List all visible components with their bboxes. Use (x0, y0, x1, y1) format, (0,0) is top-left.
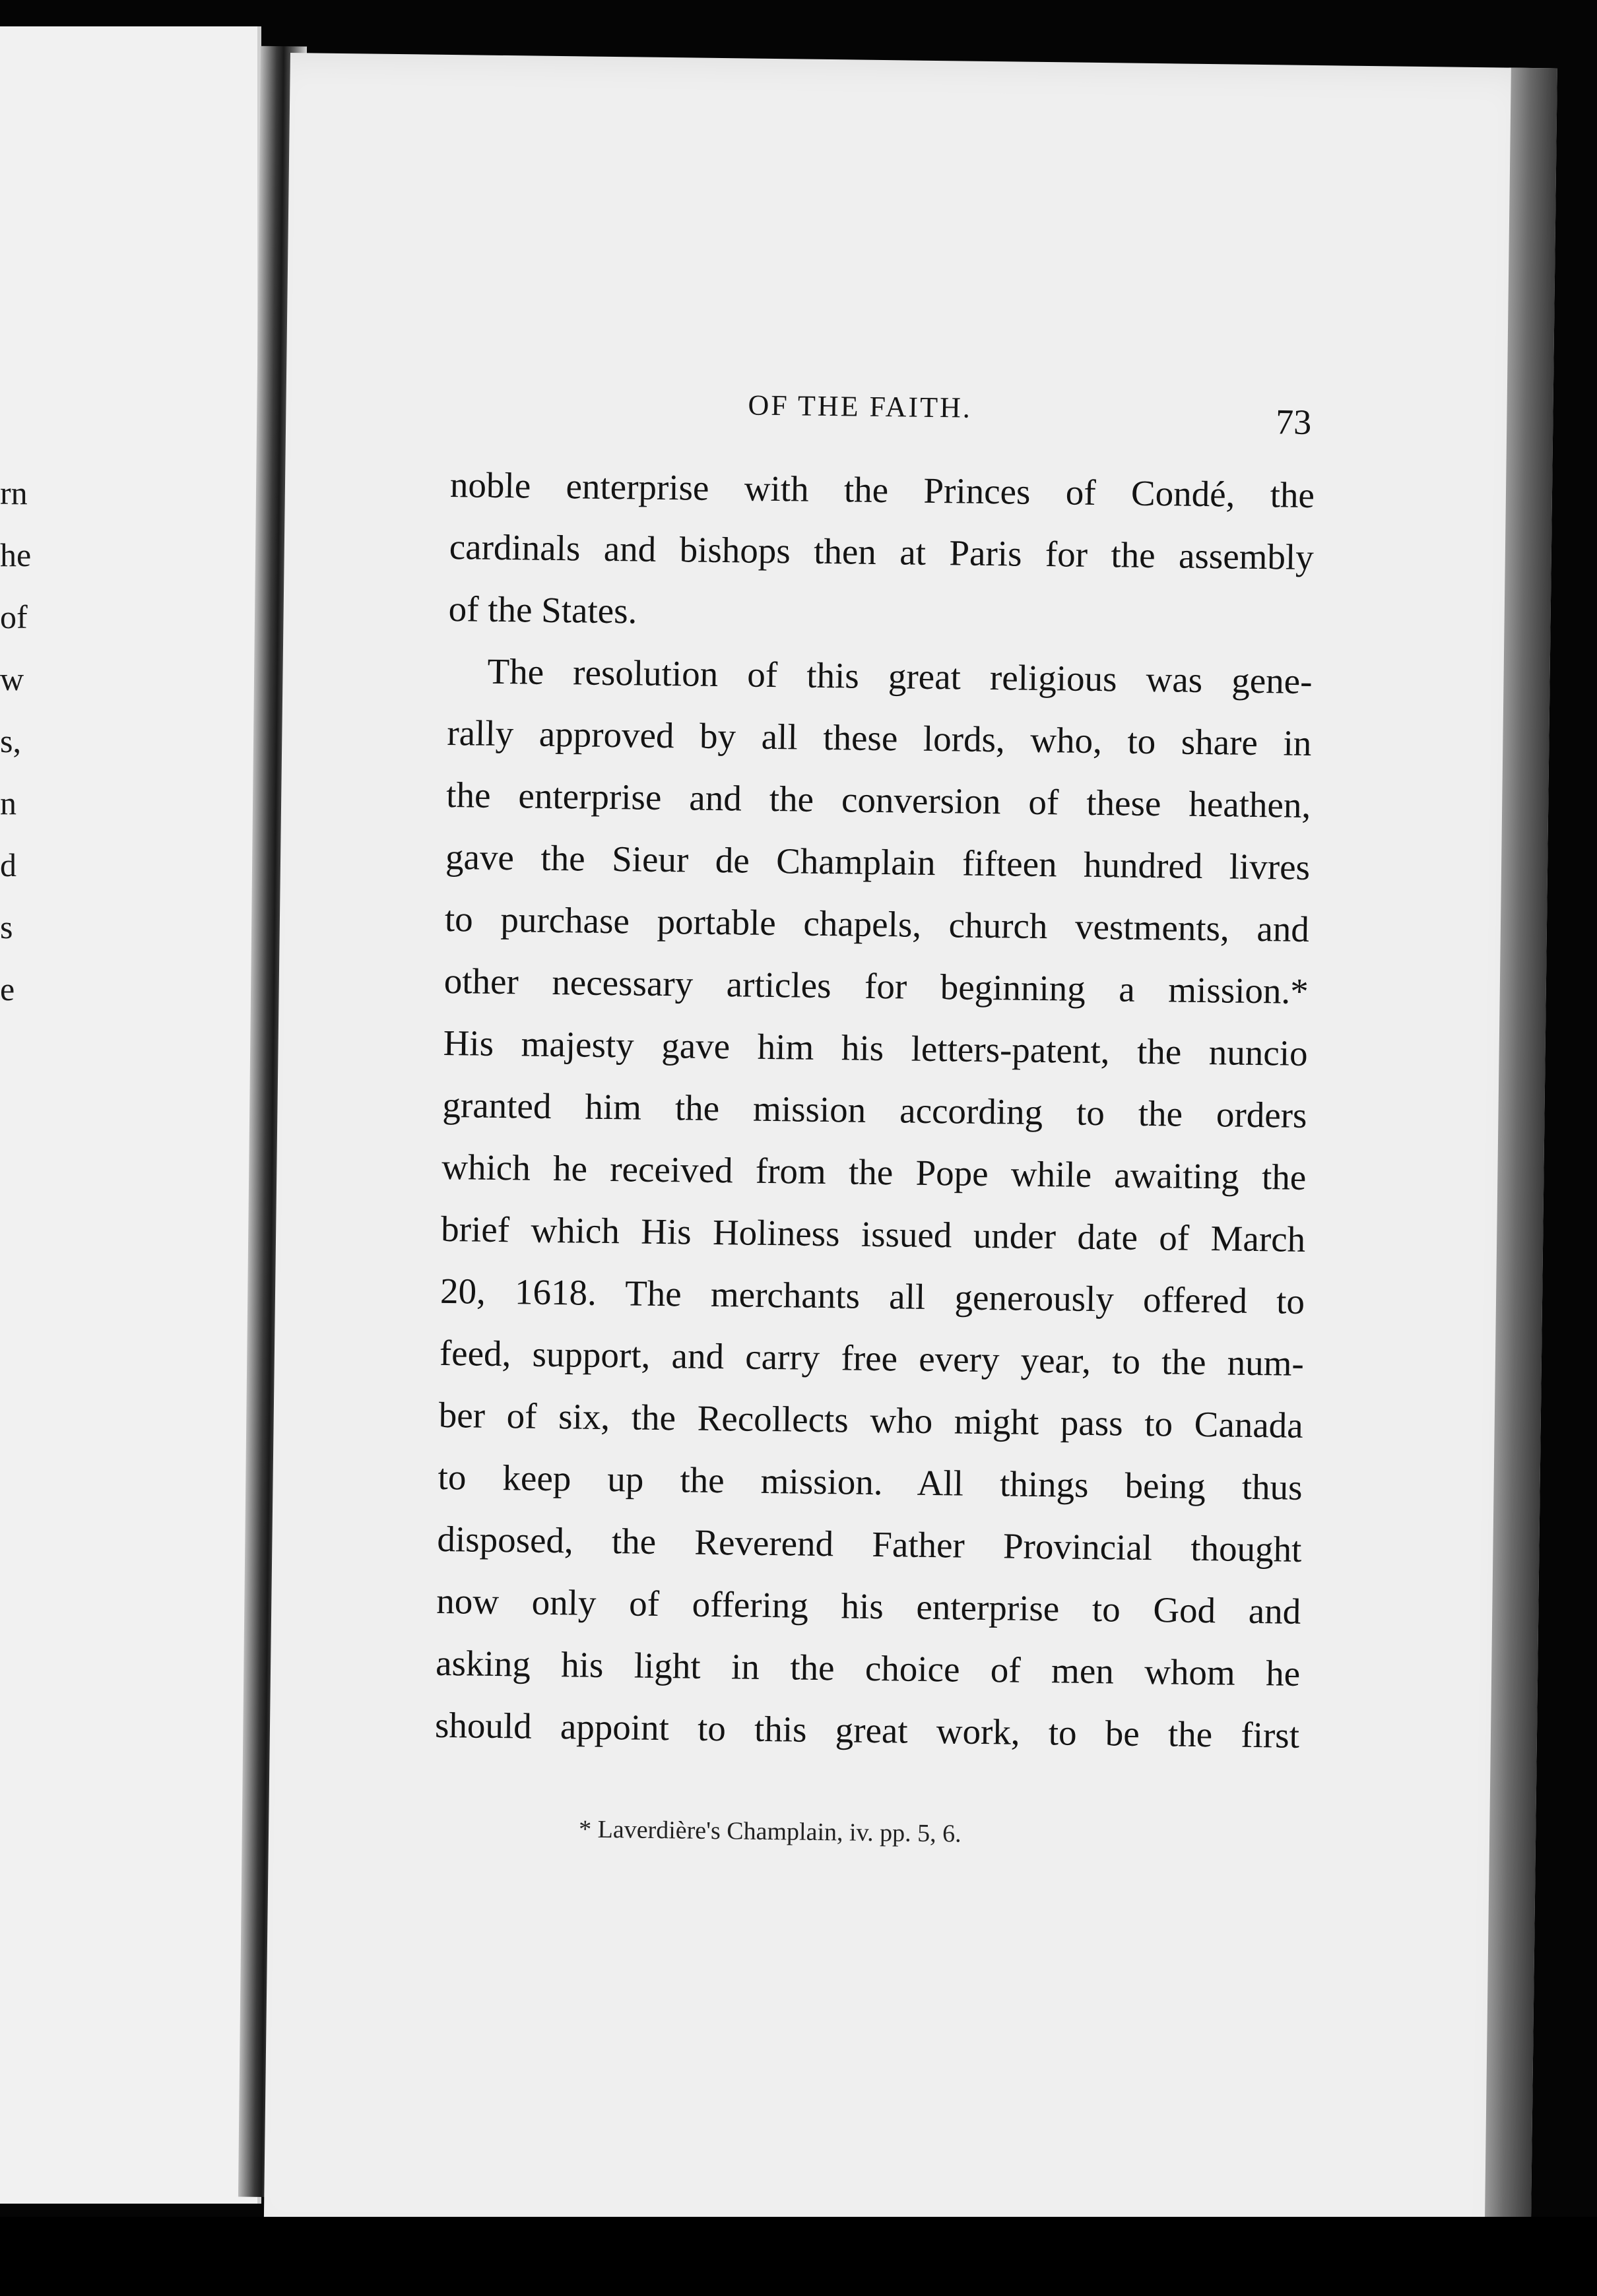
text-line: which he received from the Pope while awaiting the (441, 1146, 1307, 1197)
facing-page-text-fragments (0, 462, 53, 1020)
text-line: The resolution of this great religious was gene- (487, 651, 1313, 701)
text-line: to keep up the mission. All things being thus (438, 1456, 1303, 1508)
text-line: disposed, the Reverend Father Provincial thought (437, 1518, 1302, 1570)
text-line: asking his light in the choice of men whom he (435, 1642, 1301, 1694)
scan-bottom-border (0, 2217, 1597, 2296)
page-edge-shadow (1484, 68, 1557, 2259)
text-line: the enterprise and the conversion of these heathen, (445, 774, 1311, 825)
running-head: OF THE FAITH. (748, 389, 973, 424)
text-line: other necessary articles for beginning a mission.* (443, 960, 1309, 1011)
text-line: 20, 1618. The merchants all generously offered to (440, 1270, 1305, 1322)
text-line: granted him the mission according to the orders (442, 1084, 1307, 1135)
fragment-line: w (0, 660, 24, 697)
fragment-line: s (0, 909, 13, 945)
main-page (263, 53, 1557, 2258)
footnote: * Laverdière's Champlain, iv. pp. 5, 6. (578, 1815, 961, 1848)
text-line: ber of six, the Recollects who might pass to Canada (438, 1394, 1304, 1446)
text-line: rally approved by all these lords, who, to share in (447, 712, 1312, 763)
text-line: noble enterprise with the Princes of Condé, the (449, 464, 1315, 516)
fragment-line: d (0, 846, 16, 883)
text-line: of the States. (448, 588, 637, 631)
text-line: feed, support, and carry free every year, to the num- (439, 1332, 1305, 1384)
text-line: should appoint to this great work, to be the first (434, 1704, 1300, 1756)
fragment-line: n (0, 784, 16, 821)
fragment-line: he (0, 536, 32, 573)
text-line: brief which His Holiness issued under date of March (440, 1208, 1306, 1260)
fragment-line: s, (0, 722, 21, 759)
text-line: cardinals and bishops then at Paris for the assembly (449, 526, 1315, 578)
fragment-line: rn (0, 474, 28, 511)
text-line: His majesty gave him his letters-patent, the nuncio (443, 1022, 1308, 1073)
fragment-line: of (0, 598, 28, 635)
text-line: now only of offering his enterprise to God and (436, 1580, 1301, 1632)
fragment-line: e (0, 971, 15, 1007)
text-line: gave the Sieur de Champlain fifteen hundred livres (445, 836, 1311, 887)
text-line: to purchase portable chapels, church vestments, and (444, 898, 1310, 949)
facing-page (0, 26, 261, 2204)
page-number: 73 (1275, 402, 1312, 442)
body-text (434, 454, 1315, 1767)
